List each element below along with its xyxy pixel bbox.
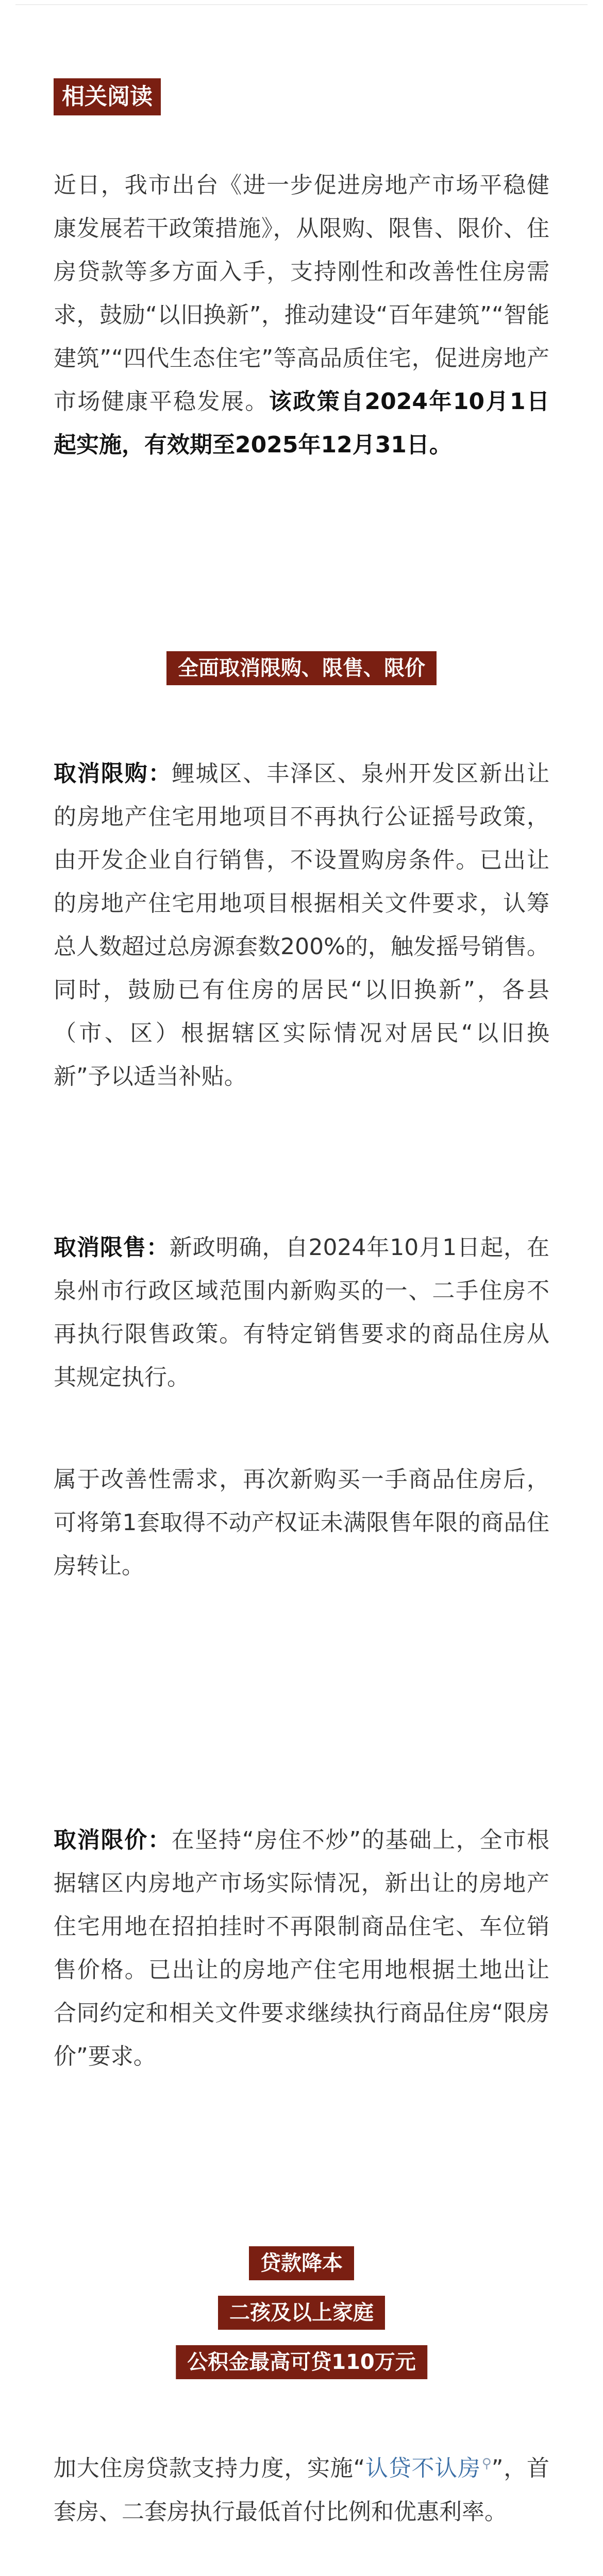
related-reading-tag: 相关阅读 xyxy=(54,78,161,115)
sale-text: 新政明确，自2024年10月1日起，在泉州市行政区域范围内新购买的一、二手住房不再执行限售政策。有特定销售要求的商品住房从其规定执行。 xyxy=(54,1234,549,1391)
purchase-text: 鲤城区、丰泽区、泉州开发区新出让的房地产住宅用地项目不再执行公证摇号政策，由开发企业自行销售，不设置购房条件。已出让的房地产住宅用地项目根据相关文件要求，认筹总人数超过总房源套数200%的，触发摇号销售。同时，鼓励已有住房的居民“以旧换新”，各县（市、区）根据辖区实际情况对居民“以旧换新”予以适当补贴。 xyxy=(54,760,549,1090)
price-text: 在坚持“房住不炒”的基础上，全市根据辖区内房地产市场实际情况，新出让的房地产住宅用地在招拍挂时不再限制商品住宅、车位销售价格。已出让的房地产住宅用地根据土地出让合同约定和相关文件要求继续执行商品住房“限房价”要求。 xyxy=(54,1827,549,2070)
intro-text: 近日，我市出台《进一步促进房地产市场平稳健康发展若干政策措施》，从限购、限售、限价、住房贷款等多方面入手，支持刚性和改善性住房需求，鼓励“以旧换新”，推动建设“百年建筑”“智能建筑”“四代生态住宅”等高品质住宅，促进房地产市场健康平稳发展。 xyxy=(54,172,549,415)
loan-support-after: ”，首套房、二套房执行最低首付比例和优惠利率。 xyxy=(54,2455,550,2525)
section-tag-cancel-restrictions: 全面取消限购、限售、限价 xyxy=(166,651,437,685)
price-paragraph xyxy=(54,1819,549,2078)
section-tag-fund-limit: 公积金最高可贷110万元 xyxy=(176,2345,427,2379)
loan-support-paragraph xyxy=(54,2442,549,2534)
section-tag-loan-cost: 贷款降本 xyxy=(249,2246,354,2280)
loan-support-before: 加大住房贷款支持力度，实施“ xyxy=(54,2455,365,2482)
purchase-paragraph xyxy=(54,752,549,1098)
intro-paragraph xyxy=(54,164,549,467)
price-label: 取消限价： xyxy=(54,1827,172,1853)
sale-paragraph xyxy=(54,1226,549,1399)
sale-extra-paragraph: 属于改善性需求，再次新购买一手商品住房后，可将第1套取得不动产权证未满限售年限的商品住房转让。 xyxy=(54,1466,549,1579)
purchase-label: 取消限购： xyxy=(54,760,172,787)
intro-bold: 该政策自2024年10月1日起实施，有效期至2025年12月31日。 xyxy=(54,388,549,458)
link-recognize-loan[interactable]: 认贷不认房 xyxy=(365,2455,481,2482)
sale-label: 取消限售： xyxy=(54,1234,170,1261)
section-tag-two-child-family: 二孩及以上家庭 xyxy=(218,2296,385,2330)
top-divider xyxy=(15,4,588,5)
search-icon[interactable]: ⚲ xyxy=(481,2456,492,2471)
